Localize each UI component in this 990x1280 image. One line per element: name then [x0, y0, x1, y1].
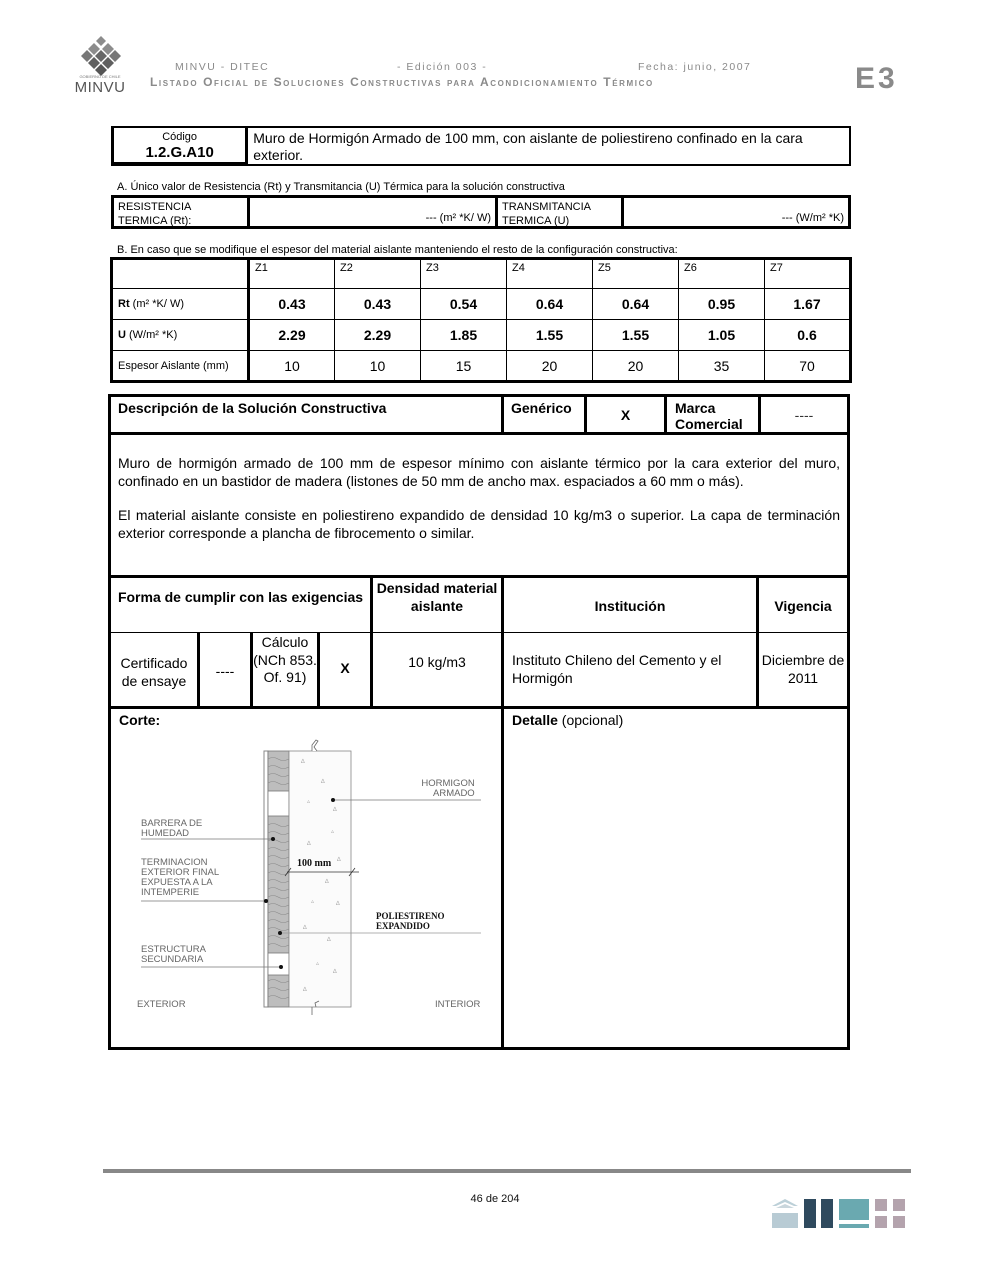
label-poliestireno: [376, 911, 445, 931]
u-cell: 2.29: [335, 320, 421, 351]
row-label-thickness: [112, 351, 249, 382]
rt-cell: 1.67: [765, 289, 851, 320]
solution-code-box: [111, 126, 851, 166]
certificate-label: Certificado de ensaye: [111, 633, 200, 706]
label-estructura: [141, 945, 206, 965]
description-paragraph: El material aislante consiste en poliestireno expandido de densidad 10 kg/m3 o superior. La capa de terminación exterior corresponde a plancha de fibrocemento o similar.: [118, 507, 840, 541]
svg-text:∆: ∆: [303, 925, 307, 931]
certificate-value: ----: [200, 633, 253, 706]
rt-cell: 0.43: [249, 289, 335, 320]
label-interior: INTERIOR: [435, 999, 481, 1010]
svg-text:∆: ∆: [301, 759, 305, 765]
section-a-table: [111, 195, 851, 229]
calculation-mark: X: [320, 633, 373, 706]
generic-label: Genérico: [504, 397, 587, 432]
rt-value: --- (m² *K/ W): [425, 212, 491, 224]
u-cell: 1.05: [679, 320, 765, 351]
detalle-title-bold: Detalle: [512, 712, 558, 728]
calculation-label: Cálculo (NCh 853. Of. 91): [253, 633, 320, 706]
row-label-rt: [112, 289, 249, 320]
generic-mark: X: [587, 397, 667, 432]
label-dimension: 100 mm: [297, 858, 332, 869]
svg-text:▵: ▵: [331, 829, 335, 835]
zone-header: Z7: [765, 259, 851, 289]
label-line: ESTRUCTURA: [141, 944, 206, 955]
logo-caption: GOBIERNO DE CHILE: [79, 74, 121, 79]
svg-text:∆: ∆: [307, 841, 311, 847]
u-value-cell: [624, 198, 848, 226]
detalle-section: [504, 706, 847, 1047]
header-org: MINVU - DITEC: [175, 61, 270, 73]
label-exterior: EXTERIOR: [137, 999, 186, 1010]
corte-section: [111, 706, 504, 1047]
zone-header: Z4: [507, 259, 593, 289]
u-label: TRANSMITANCIA TERMICA (U): [498, 198, 624, 226]
thickness-cell: 10: [335, 351, 421, 382]
row-label-unit: (m² *K/ W): [129, 298, 184, 310]
svg-text:▵: ▵: [311, 899, 315, 905]
label-line: BARRERA DE: [141, 818, 203, 829]
row-label-bold: Rt: [118, 298, 130, 310]
section-a-label: A. Único valor de Resistencia (Rt) y Transmitancia (U) Térmica para la solución constructiva: [117, 181, 565, 193]
u-cell: 1.85: [421, 320, 507, 351]
zone-header: Z1: [249, 259, 335, 289]
header-vigencia: Vigencia: [759, 578, 847, 633]
thickness-cell: 20: [593, 351, 679, 382]
corner-cell: [112, 259, 249, 289]
label-line: INTEMPERIE: [141, 887, 200, 898]
rt-cell: 0.64: [507, 289, 593, 320]
detalle-title-rest: (opcional): [557, 712, 624, 728]
footer-logo-icon: [770, 1197, 908, 1229]
description-heading: Descripción de la Solución Constructiva: [111, 397, 504, 432]
solution-title: Muro de Hormigón Armado de 100 mm, con aislante de poliestireno confinado en la cara exterior.: [253, 130, 803, 163]
thickness-cell: 70: [765, 351, 851, 382]
label-line: EXPUESTA A LA: [141, 877, 213, 888]
u-value: --- (W/m² *K): [781, 212, 844, 224]
thickness-cell: 10: [249, 351, 335, 382]
thickness-cell: 20: [507, 351, 593, 382]
description-block: [108, 394, 850, 1050]
header-densidad: Densidad material aislante: [373, 578, 504, 633]
u-cell: 1.55: [593, 320, 679, 351]
u-cell: 2.29: [249, 320, 335, 351]
header-date: Fecha: junio, 2007: [638, 61, 752, 73]
section-b-label: B. En caso que se modifique el espesor del material aislante manteniendo el resto de la configuración constructiva:: [117, 244, 678, 256]
description-body: [111, 435, 847, 578]
svg-text:▵: ▵: [307, 799, 311, 805]
logo-name: MINVU: [74, 79, 126, 96]
label-line: ARMADO: [433, 788, 475, 799]
validity-value: Diciembre de 2011: [761, 652, 845, 686]
row-label-bold: U: [118, 329, 126, 341]
label-hormigon: [421, 779, 475, 799]
row-label-unit: (W/m² *K): [125, 329, 178, 341]
section-code: E3: [855, 62, 898, 95]
rt-cell: 0.54: [421, 289, 507, 320]
table-row-rt: [112, 289, 851, 320]
thickness-cell: 15: [421, 351, 507, 382]
header-title: Listado Oficial de Soluciones Constructivas para Acondicionamiento Térmico: [150, 75, 654, 89]
label-terminacion: [141, 858, 219, 898]
label-line: EXTERIOR FINAL: [141, 867, 220, 878]
rt-cell: 0.64: [593, 289, 679, 320]
description-paragraph: Muro de hormigón armado de 100 mm de espesor mínimo con aislante térmico por la cara exterior del muro, confinado en un bastidor de madera (listones de 50 mm de ancho max. espaciados a 60 mm o más).: [118, 455, 840, 489]
zones-table: [110, 257, 852, 383]
zone-header: Z6: [679, 259, 765, 289]
zone-header: Z2: [335, 259, 421, 289]
svg-text:∆: ∆: [321, 779, 325, 785]
svg-text:∆: ∆: [327, 937, 331, 943]
label-line: SECUNDARIA: [141, 954, 204, 965]
rt-cell: 0.95: [679, 289, 765, 320]
corte-title: Corte:: [119, 712, 161, 728]
description-header: [111, 397, 847, 435]
row-label-u: [112, 320, 249, 351]
svg-text:∆: ∆: [337, 857, 341, 863]
u-cell: 1.55: [507, 320, 593, 351]
header-forma: Forma de cumplir con las exigencias: [111, 578, 373, 633]
svg-text:∆: ∆: [325, 879, 329, 885]
header-edition: - Edición 003 -: [397, 61, 488, 73]
zone-header: Z3: [421, 259, 507, 289]
label-line: HORMIGON: [421, 778, 475, 789]
page-number: 46 de 204: [470, 1193, 520, 1205]
header-institucion: Institución: [504, 578, 759, 633]
wall-section-diagram: [111, 733, 501, 1023]
table-row-thickness: [112, 351, 851, 382]
rt-label: RESISTENCIA TERMICA (Rt):: [114, 198, 250, 226]
zone-header: Z5: [593, 259, 679, 289]
code-value: 1.2.G.A10: [145, 144, 214, 161]
rt-cell: 0.43: [335, 289, 421, 320]
table-row-u: [112, 320, 851, 351]
footer-divider: [103, 1169, 911, 1173]
institution-value: Instituto Chileno del Cemento y el Hormigón: [504, 633, 759, 706]
label-line: EXPANDIDO: [376, 921, 430, 931]
density-value: 10 kg/m3: [373, 633, 504, 706]
svg-text:∆: ∆: [303, 987, 307, 993]
detalle-title: [512, 712, 623, 728]
svg-text:▵: ▵: [316, 961, 320, 967]
compliance-table: [111, 578, 847, 706]
zones-header-row: [112, 259, 851, 289]
svg-text:∆: ∆: [336, 901, 340, 907]
label-barrera: [141, 819, 202, 839]
thickness-cell: 35: [679, 351, 765, 382]
rt-value-cell: [250, 198, 498, 226]
row-label-unit: Espesor Aislante (mm): [118, 359, 229, 372]
u-cell: 0.6: [765, 320, 851, 351]
code-cell: [113, 128, 248, 164]
label-line: POLIESTIRENO: [376, 911, 445, 921]
label-line: HUMEDAD: [141, 828, 190, 839]
brand-value: ----: [794, 407, 814, 423]
svg-text:∆: ∆: [333, 807, 337, 813]
label-line: TERMINACION: [141, 857, 208, 868]
code-label: Código: [162, 131, 198, 143]
brand-label: Marca Comercial: [667, 397, 761, 432]
svg-text:∆: ∆: [333, 969, 337, 975]
